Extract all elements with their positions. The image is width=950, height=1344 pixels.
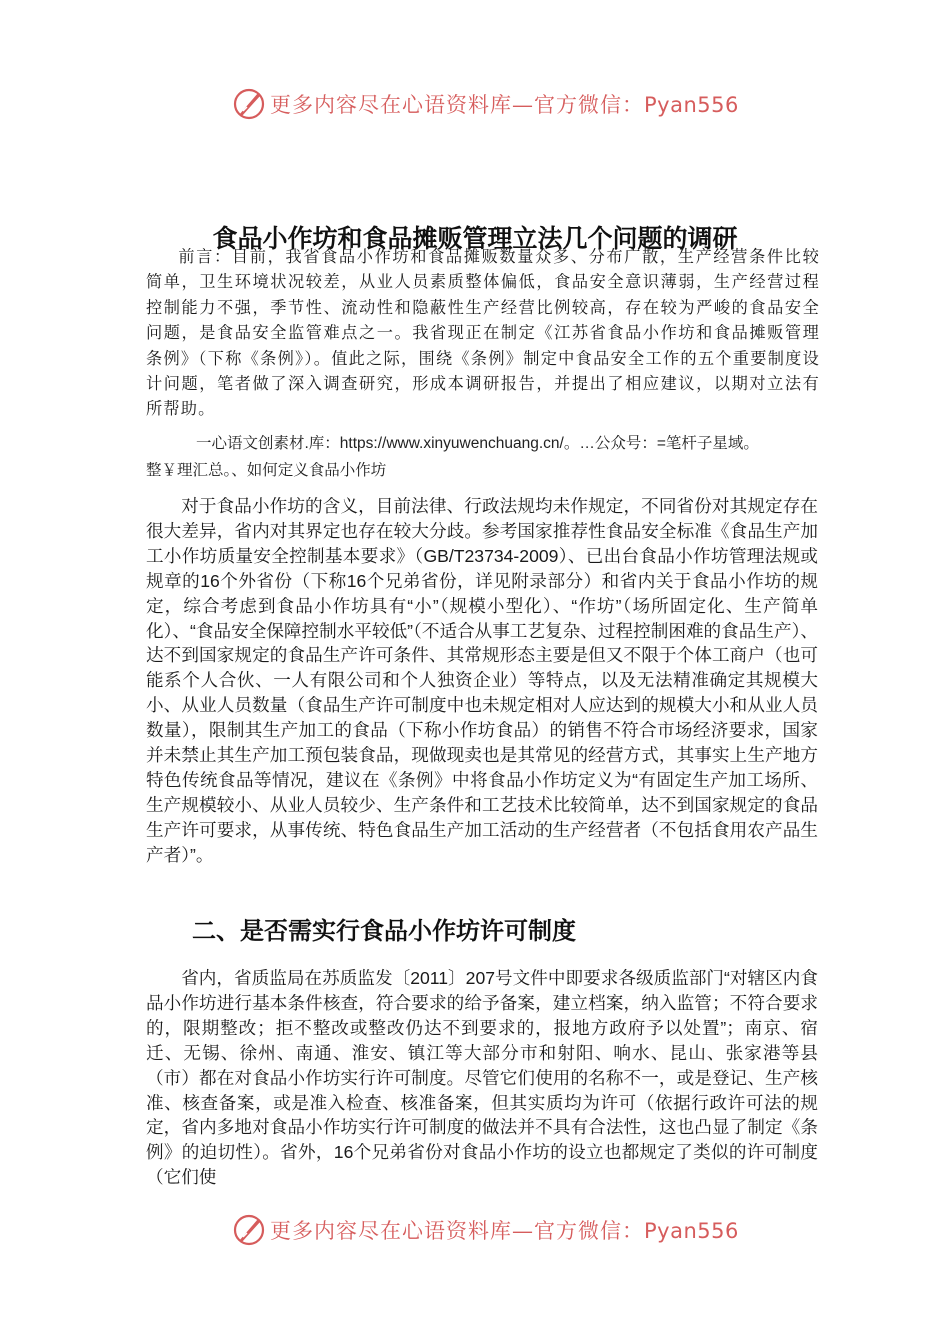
banner-wechat-id: Pyan556 [644,1219,739,1243]
banner-slogan: 更多内容尽在心语资料库—官方微信： [270,1219,644,1243]
banner-slogan: 更多内容尽在心语资料库—官方微信： [270,93,644,117]
section-heading-2: 二、是否需实行食品小作坊许可制度 [192,917,576,945]
quill-pen-icon [232,87,266,121]
banner-text [270,89,739,119]
source-note-line-2: 整￥理汇总。、如何定义食品小作坊 [146,462,387,479]
preface-paragraph: 前言：目前，我省食品小作坊和食品摊贩数量众多、分布广散，生产经营条件比较简单，卫生环境状况较差，从业人员素质整体偏低，食品安全意识薄弱，生产经营过程控制能力不强，季节性、流动性和隐蔽性生产经营比例较高，存在较为严峻的食品安全问题，是食品安全监管难点之一。我省现正在制定《江苏省食品小作坊和食品摊贩管理条例》（下称《条例》）。值此之际，围绕《条例》制定中食品安全工作的五个重要制度设计问题，笔者做了深入调查研究，形成本调研报告，并提出了相应建议，以期对立法有所帮助。 [146,247,820,419]
banner-text [270,1215,739,1245]
document-title: 食品小作坊和食品摊贩管理立法几个问题的调研 [212,223,738,253]
footer-banner [232,1212,739,1248]
banner-wechat-id: Pyan556 [644,93,739,117]
source-note-line-1: 一心语文创素材.库：https://www.xinyuwenchuang.cn/。…公众号：=笔杆子星域。 [196,435,759,452]
quill-pen-icon [232,1213,266,1247]
source-note [146,430,826,484]
body-paragraph-2: 省内，省质监局在苏质监发〔2011〕207号文件中即要求各级质监部门“对辖区内食品小作坊进行基本条件核查，符合要求的给予备案，建立档案，纳入监管；不符合要求的，限期整改；拒不整改或整改仍达不到要求的，报地方政府予以处置”；南京、宿迁、无锡、徐州、南通、淮安、镇江等大部分市和射阳、响水、昆山、张家港等县（市）都在对食品小作坊实行许可制度。尽管它们使用的名称不一，或是登记、生产核准、核查备案，或是准入检查、核准备案，但其实质均为许可（依据行政许可法的规定，省内多地对食品小作坊实行许可制度的做法并不具有合法性，这也凸显了制定《条例》的迫切性）。省外，16个兄弟省份对食品小作坊的设立也都规定了类似的许可制度（它们使 [146,968,818,1188]
body-paragraph-1: 对于食品小作坊的含义，目前法律、行政法规均未作规定，不同省份对其规定存在很大差异，省内对其界定也存在较大分歧。参考国家推荐性食品安全标准《食品生产加工小作坊质量安全控制基本要求》（GB/T23734-2009）、已出台食品小作坊管理法规或规章的16个外省份（下称16个兄弟省份，详见附录部分）和省内关于食品小作坊的规定，综合考虑到食品小作坊具有“小”（规模小型化）、“作坊”（场所固定化、生产简单化）、“食品安全保障控制水平较低”（不适合从事工艺复杂、过程控制困难的食品生产）、达不到国家规定的食品生产许可条件、其常规形态主要是但又不限于个体工商户（也可能系个人合伙、一人有限公司和个人独资企业）等特点，以及无法精准确定其规模大小、从业人员数量（食品生产许可制度中也未规定相对人应达到的规模大小和从业人员数量），限制其生产加工的食品（下称小作坊食品）的销售不符合市场经济要求，国家并未禁止其生产加工预包装食品，现做现卖也是其常见的经营方式，其事实上生产地方特色传统食品等情况，建议在《条例》中将食品小作坊定义为“有固定生产加工场所、生产规模较小、从业人员较少、生产条件和工艺技术比较简单，达不到国家规定的食品生产许可要求，从事传统、特色食品生产加工活动的生产经营者（不包括食用农产品生产者）”。 [146,496,818,865]
header-banner [232,86,739,122]
